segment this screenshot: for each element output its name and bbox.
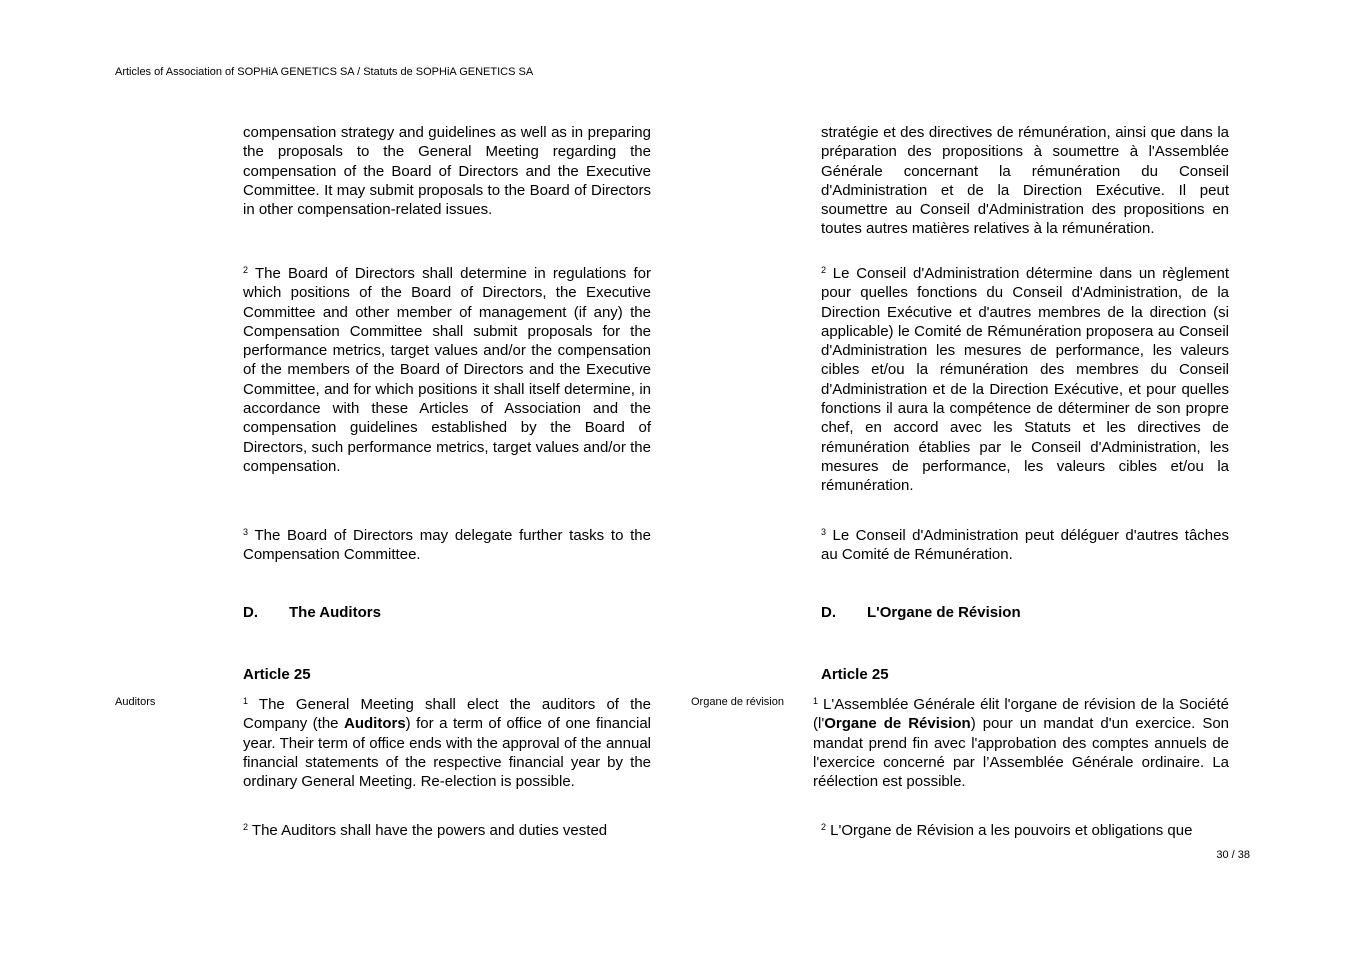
fr-a1-number: 1 (813, 696, 819, 706)
en-paragraph-2 (243, 264, 651, 476)
fr-p2-number: 2 (821, 265, 827, 275)
fr-section-heading (821, 603, 1021, 622)
fr-margin-label: Organe de révision (691, 696, 784, 708)
en-a1-defined-term: Auditors (344, 715, 406, 733)
fr-p2-text: Le Conseil d'Administration détermine dans un règlement pour quelles fonctions du Conseil d'Administration, de la Direction Exécutive et d'autres membres de la direction (si applicable) le Comité de Rémunération proposera au Conseil d'Administration les mesures de performance, les valeurs cibles et/ou la rémunération des membres du Conseil d'Administration et de la Direction Exécutive, et pour quelles fonctions il aura la compétence de déterminer de son propre chef, en accord avec les Statuts et les directives de rémunération établies par le Conseil d'Administration, les mesures de performance, les valeurs cibles et/ou la rémunération. (821, 265, 1229, 495)
fr-article-25-para-1: $^1$ L'Assemblée Générale élit l'organe de révision de la Société (l'Organe de Révision) pour un mandat d'un exercice. Son mandat prend fin avec l'approbation des comptes annuels de l'exercice concerné par l’Assemblée Générale ordinaire. La réélection est possible. (813, 696, 1230, 791)
en-section-letter: D. (243, 604, 258, 621)
en-section-title: The Auditors (289, 604, 381, 621)
fr-article-25-para-2: $^2$ L'Organe de Révision a les pouvoirs et obligations que (821, 822, 1193, 839)
page-number: 30 / 38 (1216, 849, 1250, 861)
en-margin-label: Auditors (115, 696, 156, 708)
en-p3-number: 3 (243, 527, 249, 537)
en-p2-text: The Board of Directors shall determine in regulations for which positions of the Board of Directors, the Executive Committee and other member of management (if any) the Compensation Committee shall submit proposals for the performance metrics, target values and/or the compensation of the members of the Board of Directors and the Executive Committee, and for which positions it shall itself determine, in accordance with these Articles of Association and the compensation guidelines established by the Board of Directors, such performance metrics, target values and/or the compensation. (243, 265, 651, 475)
fr-section-letter: D. (821, 604, 836, 621)
fr-a2-number: 2 (821, 822, 827, 832)
en-a1-number: 1 (243, 696, 249, 706)
en-section-heading (243, 603, 381, 622)
fr-p3-number: 3 (821, 527, 827, 537)
fr-article-title: Article 25 (821, 666, 889, 683)
fr-paragraph-3 (821, 526, 1229, 565)
document-header: Articles of Association of SOPHiA GENETICS SA / Statuts de SOPHiA GENETICS SA (115, 66, 534, 78)
en-p3-text: The Board of Directors may delegate further tasks to the Compensation Committee. (243, 527, 651, 564)
en-p2-number: 2 (243, 265, 249, 275)
fr-section-title: L'Organe de Révision (867, 604, 1021, 621)
en-article-25-para-2: $^2$ The Auditors shall have the powers and duties vested (243, 822, 608, 839)
en-a2-number: 2 (243, 822, 249, 832)
fr-paragraph-2 (821, 264, 1229, 496)
fr-a1-defined-term: Organe de Révision (824, 715, 971, 733)
fr-paragraph-continued: stratégie et des directives de rémunération, ainsi que dans la préparation des propositions à soumettre à l'Assemblée Générale concernant la rémunération du Conseil d'Administration et de la Direction Exécutive. Il peut soumettre au Conseil d'Administration des propositions en toutes autres matières relatives à la rémunération. (821, 124, 1229, 238)
en-article-25-para-1: $^1$ The General Meeting shall elect the auditors of the Company (the Auditors) for a term of office of one financial year. Their term of office ends with the approval of the annual financial statements of the respective financial year by the ordinary General Meeting. Re-election is possible. (243, 696, 651, 791)
en-paragraph-3 (243, 526, 651, 565)
en-article-title: Article 25 (243, 666, 311, 683)
en-paragraph-continued: compensation strategy and guidelines as well as in preparing the proposals to the General Meeting regarding the compensation of the Board of Directors and the Executive Committee. It may submit proposals to the Board of Directors in other compensation-related issues. (243, 124, 651, 219)
fr-p3-text: Le Conseil d'Administration peut déléguer d'autres tâches au Comité de Rémunération. (821, 527, 1229, 564)
